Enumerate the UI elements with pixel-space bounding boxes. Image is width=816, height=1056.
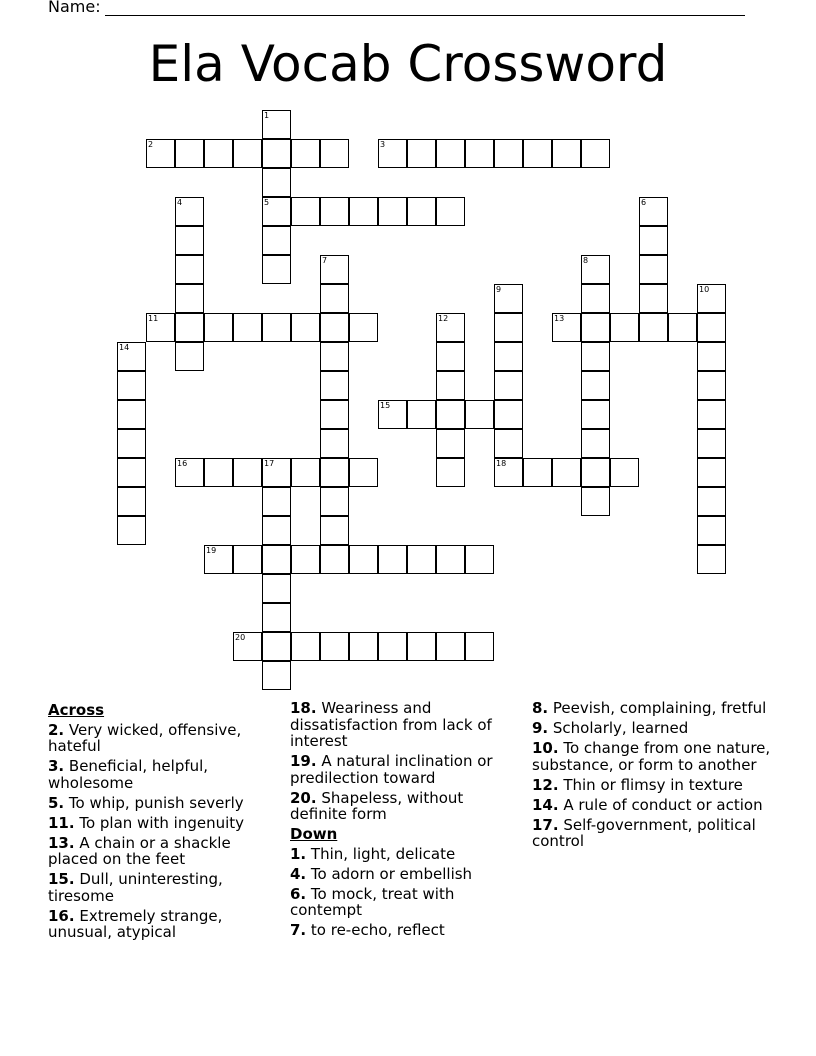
clue-num: 15.	[48, 870, 75, 888]
grid-cell[interactable]	[320, 400, 349, 429]
clue-text: Very wicked, offensive, hateful	[48, 720, 242, 755]
clue-number: 3	[380, 140, 386, 149]
clue-number: 9	[496, 285, 502, 294]
section-heading: Across	[48, 701, 105, 719]
clue-number: 15	[380, 401, 391, 410]
clue-num: 18.	[290, 699, 317, 717]
grid-cell[interactable]	[494, 313, 523, 342]
clue-num: 16.	[48, 906, 75, 925]
grid-cell[interactable]	[697, 342, 726, 371]
grid-cell[interactable]	[436, 371, 465, 400]
grid-cell[interactable]	[146, 139, 175, 168]
grid-cell[interactable]	[378, 139, 407, 168]
grid-cell[interactable]	[697, 516, 726, 545]
grid-cell[interactable]	[320, 516, 349, 545]
grid-cell[interactable]	[697, 313, 726, 342]
grid-cell[interactable]	[349, 313, 378, 342]
grid-cell[interactable]	[581, 371, 610, 400]
page-title: Ela Vocab Crossword	[148, 35, 668, 93]
clue-text: A natural inclination or predilection toward	[290, 752, 493, 787]
grid-cell[interactable]	[175, 139, 204, 168]
grid-cell[interactable]	[349, 545, 378, 574]
grid-cell[interactable]	[494, 139, 523, 168]
grid-cell[interactable]	[639, 255, 668, 284]
grid-cell[interactable]	[320, 342, 349, 371]
grid-cell[interactable]	[291, 197, 320, 226]
grid-cell[interactable]	[262, 545, 291, 574]
clue-num: 13.	[48, 833, 75, 852]
grid-cell[interactable]	[204, 313, 233, 342]
grid-cell[interactable]	[233, 313, 262, 342]
grid-cell[interactable]	[494, 429, 523, 458]
grid-cell[interactable]	[407, 400, 436, 429]
clue-num: 3.	[48, 757, 65, 775]
grid-cell[interactable]	[233, 632, 262, 661]
grid-cell[interactable]	[436, 342, 465, 371]
clue	[290, 922, 515, 939]
grid-cell[interactable]	[581, 313, 610, 342]
clue-num: 11.	[48, 813, 75, 832]
clue-number: 5	[264, 198, 270, 207]
clue	[290, 866, 515, 883]
grid-cell[interactable]	[233, 139, 262, 168]
clue-text: To change from one nature, substance, or form to another	[532, 739, 771, 774]
grid-cell[interactable]	[349, 632, 378, 661]
clue-text: To mock, treat with contempt	[290, 884, 455, 919]
grid-cell[interactable]	[291, 458, 320, 487]
clue-number: 16	[177, 459, 188, 468]
grid-cell[interactable]	[378, 400, 407, 429]
grid-cell[interactable]	[436, 632, 465, 661]
grid-cell[interactable]	[175, 458, 204, 487]
clue	[290, 753, 515, 786]
clue-num: 10.	[532, 739, 559, 757]
grid-cell[interactable]	[233, 458, 262, 487]
grid-cell[interactable]	[262, 168, 291, 197]
clue-number: 6	[641, 198, 647, 207]
grid-cell[interactable]	[291, 313, 320, 342]
grid-cell[interactable]	[697, 429, 726, 458]
grid-cell[interactable]	[552, 458, 581, 487]
clue-number: 2	[148, 140, 154, 149]
grid-cell[interactable]	[320, 371, 349, 400]
grid-cell[interactable]	[697, 400, 726, 429]
grid-cell[interactable]	[262, 139, 291, 168]
clue	[290, 846, 515, 863]
grid-cell[interactable]	[320, 284, 349, 313]
grid-cell[interactable]	[262, 487, 291, 516]
grid-cell[interactable]	[117, 342, 146, 371]
grid-cell[interactable]	[465, 400, 494, 429]
grid-cell[interactable]	[262, 313, 291, 342]
clue-text: A rule of conduct or action	[558, 795, 763, 814]
clues-column-1	[48, 700, 263, 944]
grid-cell[interactable]	[146, 313, 175, 342]
grid-cell[interactable]	[436, 197, 465, 226]
grid-cell[interactable]	[581, 487, 610, 516]
clue	[290, 700, 515, 750]
grid-cell[interactable]	[494, 400, 523, 429]
clue-num: 14.	[532, 795, 559, 814]
grid-cell[interactable]	[320, 139, 349, 168]
grid-cell[interactable]	[262, 110, 291, 139]
clue-num: 19.	[290, 752, 317, 770]
grid-cell[interactable]	[117, 516, 146, 545]
clue-text: Shapeless, without definite form	[290, 788, 464, 823]
grid-cell[interactable]	[581, 458, 610, 487]
clue-num: 20.	[290, 788, 317, 807]
grid-cell[interactable]	[320, 545, 349, 574]
grid-cell[interactable]	[697, 371, 726, 400]
clue	[290, 790, 515, 823]
clue-text: Thin or flimsy in texture	[558, 775, 743, 794]
clue-num: 5.	[48, 793, 65, 812]
grid-cell[interactable]	[436, 458, 465, 487]
grid-cell[interactable]	[552, 139, 581, 168]
grid-cell[interactable]	[204, 458, 233, 487]
grid-cell[interactable]	[465, 545, 494, 574]
grid-cell[interactable]	[320, 197, 349, 226]
clue-number: 4	[177, 198, 183, 207]
grid-cell[interactable]	[378, 632, 407, 661]
grid-cell[interactable]	[262, 226, 291, 255]
clue-text: Self-government, political control	[532, 815, 756, 850]
grid-cell[interactable]	[610, 458, 639, 487]
grid-cell[interactable]	[320, 255, 349, 284]
grid-cell[interactable]	[436, 313, 465, 342]
grid-cell[interactable]	[204, 545, 233, 574]
grid-cell[interactable]	[378, 197, 407, 226]
grid-cell[interactable]	[639, 284, 668, 313]
clue-num: 4.	[290, 864, 307, 883]
grid-cell[interactable]	[697, 284, 726, 313]
grid-cell[interactable]	[262, 632, 291, 661]
grid-cell[interactable]	[697, 458, 726, 487]
grid-cell[interactable]	[175, 342, 204, 371]
clue-text: Scholarly, learned	[548, 719, 689, 737]
grid-cell[interactable]	[117, 487, 146, 516]
clue-text: A chain or a shackle placed on the feet	[48, 833, 231, 868]
clue	[48, 815, 263, 832]
clue-number: 13	[554, 314, 565, 323]
grid-cell[interactable]	[175, 226, 204, 255]
grid-cell[interactable]	[117, 400, 146, 429]
grid-cell[interactable]	[581, 255, 610, 284]
grid-cell[interactable]	[407, 632, 436, 661]
clues-column-2	[290, 700, 515, 942]
clue-text: Dull, uninteresting, tiresome	[48, 870, 223, 905]
clues-column-3	[532, 700, 772, 853]
clue	[532, 720, 772, 737]
grid-cell[interactable]	[407, 197, 436, 226]
grid-cell[interactable]	[262, 574, 291, 603]
grid-cell[interactable]	[697, 487, 726, 516]
grid-cell[interactable]	[581, 342, 610, 371]
clue-number: 10	[699, 285, 710, 294]
clue-number: 14	[119, 343, 130, 352]
grid-cell[interactable]	[204, 139, 233, 168]
grid-cell[interactable]	[291, 139, 320, 168]
clue-text: To plan with ingenuity	[74, 813, 245, 832]
grid-cell[interactable]	[436, 400, 465, 429]
clue-number: 12	[438, 314, 449, 323]
grid-cell[interactable]	[407, 139, 436, 168]
clue-number: 18	[496, 459, 507, 468]
grid-cell[interactable]	[349, 197, 378, 226]
grid-cell[interactable]	[320, 429, 349, 458]
grid-cell[interactable]	[262, 197, 291, 226]
grid-cell[interactable]	[465, 632, 494, 661]
clue-num: 1.	[290, 844, 307, 863]
grid-cell[interactable]	[639, 313, 668, 342]
grid-cell[interactable]	[117, 458, 146, 487]
grid-cell[interactable]	[262, 458, 291, 487]
clue-text: To whip, punish severly	[64, 793, 244, 812]
grid-cell[interactable]	[494, 284, 523, 313]
grid-cell[interactable]	[494, 342, 523, 371]
grid-cell[interactable]	[581, 139, 610, 168]
grid-cell[interactable]	[117, 429, 146, 458]
grid-cell[interactable]	[436, 429, 465, 458]
clue-number: 8	[583, 256, 589, 265]
clue-number: 1	[264, 111, 270, 120]
clue	[532, 797, 772, 814]
grid-cell[interactable]	[639, 226, 668, 255]
grid-cell[interactable]	[407, 545, 436, 574]
clue-num: 2.	[48, 720, 65, 739]
clue-number: 7	[322, 256, 328, 265]
grid-cell[interactable]	[262, 603, 291, 632]
clue-text: Beneficial, helpful, wholesome	[48, 757, 209, 792]
clue-number: 19	[206, 546, 217, 555]
grid-cell[interactable]	[581, 284, 610, 313]
grid-cell[interactable]	[233, 545, 262, 574]
grid-cell[interactable]	[494, 458, 523, 487]
clue-num: 12.	[532, 775, 559, 794]
grid-cell[interactable]	[117, 371, 146, 400]
grid-cell[interactable]	[523, 458, 552, 487]
grid-cell[interactable]	[668, 313, 697, 342]
grid-cell[interactable]	[639, 197, 668, 226]
clue	[532, 777, 772, 794]
clue	[290, 886, 515, 919]
clue	[532, 740, 772, 773]
grid-cell[interactable]	[262, 255, 291, 284]
grid-cell[interactable]	[552, 313, 581, 342]
clue-num: 17.	[532, 815, 559, 834]
grid-cell[interactable]	[262, 516, 291, 545]
clue-text: Thin, light, delicate	[306, 844, 456, 863]
clue	[48, 835, 263, 868]
clue-text: Extremely strange, unusual, atypical	[48, 906, 223, 941]
clue-text: To adorn or embellish	[306, 864, 473, 883]
section-heading: Down	[290, 825, 338, 843]
clue-num: 8.	[532, 699, 549, 717]
clue	[48, 871, 263, 904]
grid-cell[interactable]	[349, 458, 378, 487]
clue-number: 11	[148, 314, 159, 323]
grid-cell[interactable]	[378, 545, 407, 574]
grid-cell[interactable]	[436, 139, 465, 168]
clue-num: 6.	[290, 884, 307, 903]
grid-cell[interactable]	[175, 284, 204, 313]
grid-cell[interactable]	[494, 371, 523, 400]
grid-cell[interactable]	[291, 632, 320, 661]
clue	[48, 795, 263, 812]
grid-cell[interactable]	[320, 313, 349, 342]
grid-cell[interactable]	[610, 313, 639, 342]
clue-num: 9.	[532, 719, 549, 737]
grid-cell[interactable]	[465, 139, 494, 168]
grid-cell[interactable]	[697, 545, 726, 574]
grid-cell[interactable]	[320, 487, 349, 516]
clue-text: Peevish, complaining, fretful	[548, 699, 767, 717]
clue	[532, 700, 772, 717]
grid-cell[interactable]	[262, 661, 291, 690]
grid-cell[interactable]	[320, 632, 349, 661]
clue	[532, 817, 772, 850]
grid-cell[interactable]	[175, 197, 204, 226]
grid-cell[interactable]	[175, 313, 204, 342]
grid-cell[interactable]	[523, 139, 552, 168]
grid-cell[interactable]	[291, 545, 320, 574]
clue-text: to re-echo, reflect	[306, 921, 445, 939]
clue	[48, 908, 263, 941]
grid-cell[interactable]	[175, 255, 204, 284]
clue-num: 7.	[290, 921, 307, 939]
clue-number: 20	[235, 633, 246, 642]
clue	[48, 722, 263, 755]
clue	[48, 758, 263, 791]
clue-text: Weariness and dissatisfaction from lack of interest	[290, 699, 492, 750]
name-label: Name:	[48, 0, 101, 16]
grid-cell[interactable]	[320, 458, 349, 487]
grid-cell[interactable]	[581, 429, 610, 458]
grid-cell[interactable]	[581, 400, 610, 429]
clue-number: 17	[264, 459, 275, 468]
grid-cell[interactable]	[436, 545, 465, 574]
